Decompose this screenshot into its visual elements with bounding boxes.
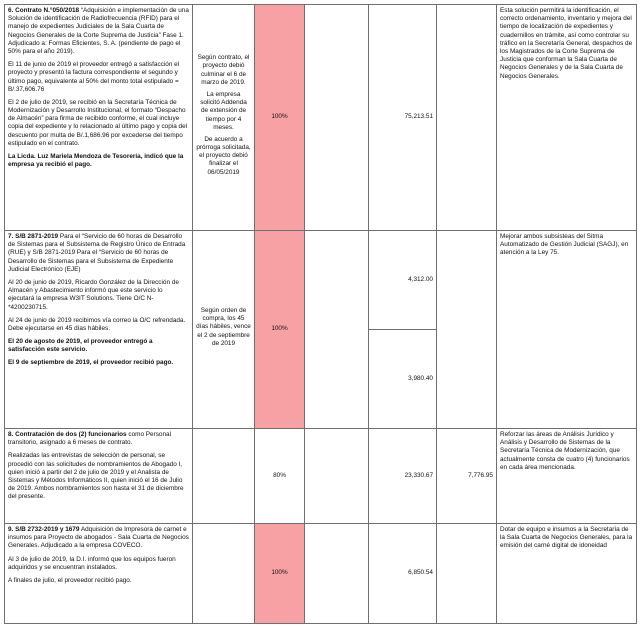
- pending-value: [437, 524, 497, 624]
- row-timeline: [193, 429, 255, 524]
- item-title: 9. S/B 2732-2019 y 1679: [8, 526, 80, 533]
- amount-value: 3,980.40: [408, 374, 433, 382]
- project-status-table: [4, 4, 637, 624]
- pending-value: [437, 231, 497, 429]
- amount-split-cell: [369, 231, 437, 429]
- progress-percent: 100%: [255, 524, 305, 624]
- row-description: 9. S/B 2732-2019 y 1679 Adquisición de Impresora de carnet e insumos para Proyecto de abogados - Sala Cuarta de Negocios Generales. Adjudicado a la empresa COVECO. Al 3 de julio de 2019, la D.I. informó que los equipos fueron adquiridos y se encuentran instalados. A finales de julio, el proveedor recibió pago.: [5, 524, 193, 624]
- row-timeline: [193, 524, 255, 624]
- row-description: 8. Contratación de dos (2) funcionarios como Personal transitorio, asignado a 6 meses de contrato. Realizadas las entrevistas de selección de personal, se procedió con las solicitudes de nombramientos de Abogado I, quien inició a partir del 2 de julio de 2019 y el Analista de Sistemas y Métodos Informáticos II, quien inició el 16 de Julio de 2019. Ambos nombramientos son hasta el 31 de diciembre del presente.: [5, 429, 193, 524]
- empty-cell: [305, 429, 369, 524]
- empty-cell: [305, 524, 369, 624]
- row-observation: Reforzar las áreas de Análisis Jurídico y Análisis y Desarrollo de Sistemas de la Secretaría Técnica de Modernización, que actualmente consta de cuatro (4) funcionarios en cada área mencionada.: [497, 429, 637, 524]
- row-description: 7. S/B 2871-2019 Para el “Servicio de 60 horas de Desarrollo de Sistemas para el Subsistema de Registro Único de Entrada (RUE) y S/B 2871-2019 Para el “Servicio de 60 horas de Desarrollo de Sistemas para el Subsistema de Expediente Judicial Electrónico (EJE) Al 20 de junio de 2019, Ricardo González de la Dirección de Almacén y Abastecimiento informó que este servicio lo ejecutará la empresa W3IT Solutions. Tiene O/C N-*4200230715. Al 24 de junio de 2019 recibimos vía correo la O/C refrendada. Debe ejecutarse en 45 días hábiles. El 20 de agosto de 2019, el proveedor entregó a satisfacción este servicio. El 9 de septiembre de 2019, el proveedor recibió pago.: [5, 231, 193, 429]
- table-row: [5, 429, 637, 524]
- progress-percent: 100%: [255, 5, 305, 231]
- item-title: 7. S/B 2871-2019: [8, 233, 59, 240]
- row-observation: Mejorar ambos subsisteas del Sitma Automatizado de Gestión Judicial (SAGJ), en atención a la Ley 75.: [497, 231, 637, 429]
- row-observation: Esta solución permitirá la identificación, el correcto ordenamiento, inventario y mejora del tiempo de localización de expedientes y cuadernillos en trámite, así como controlar su tráfico en la Secretaría General, despachos de los Magistrados de la Corte Suprema de Justicia que conforman la Sala Cuarta de Negocios Generales y de la Sala Cuarta de Negocios Generales.: [497, 5, 637, 231]
- amount-value: 23,330.67: [369, 429, 437, 524]
- row-observation: Dotar de equipo e insumos a la Secretaría de la Sala Cuarta de Negocios Generales, para la emisión del carné digital de idoneidad: [497, 524, 637, 624]
- table-row: [5, 231, 637, 429]
- amount-value: 75,213.51: [369, 5, 437, 231]
- row-description: 6. Contrato N.°050/2018 “Adquisición e implementación de una Solución de identificación de Radiofrecuencia (RFID) para el manejo de expedientes Judiciales de la Sala Cuarta de Negocios Generales de la Corte Suprema de Justicia” Fase 1. Adjudicado a: Formas Eficientes, S. A. (pendiente de pago el 50% para el año 2019). El 11 de junio de 2019 el proveedor entregó a satisfacción el proyecto y presentó la factura correspondiente el segundo y último pago, equivalente al 50% del monto total estipulado = B/.37,606.76 El 2 de julio de 2019, se recibió en la Secretaría Técnica de Modernización y Desarrollo Institucional, el formato “Despacho de Almacén” para firma de recibido conforme, el cual incluye copia del expediente y lo relacionado al último pago y copia del descuento por multa de B/.1,686.96 por excederse del tiempo estipulado en el contrato. La Licda. Luz Mariela Mendoza de Tesorería, indicó que la empresa ya recibió el pago.: [5, 5, 193, 231]
- row-timeline: Según orden de compra, los 45 días hábiles, vence el 2 de septiembre de 2019: [193, 231, 255, 429]
- table-row: [5, 5, 637, 231]
- progress-percent: 80%: [255, 429, 305, 524]
- row-timeline: Según contrato, el proyecto debió culminar el 6 de marzo de 2019. La empresa solicitó Addenda de extensión de tiempo por 4 meses. De acuerdo a prórroga solicitada, el proyecto debió finalizar el 06/05/2019: [193, 5, 255, 231]
- item-title: 8. Contratación de dos (2) funcionarios: [8, 431, 127, 438]
- pending-value: 7,776.95: [437, 429, 497, 524]
- empty-cell: [305, 5, 369, 231]
- amount-value: 4,312.00: [369, 232, 436, 331]
- amount-value: 6,850.54: [369, 524, 437, 624]
- item-title: 6. Contrato N.°050/2018: [8, 7, 80, 14]
- pending-value: [437, 5, 497, 231]
- empty-cell: [305, 231, 369, 429]
- table-row: [5, 524, 637, 624]
- progress-percent: 100%: [255, 231, 305, 429]
